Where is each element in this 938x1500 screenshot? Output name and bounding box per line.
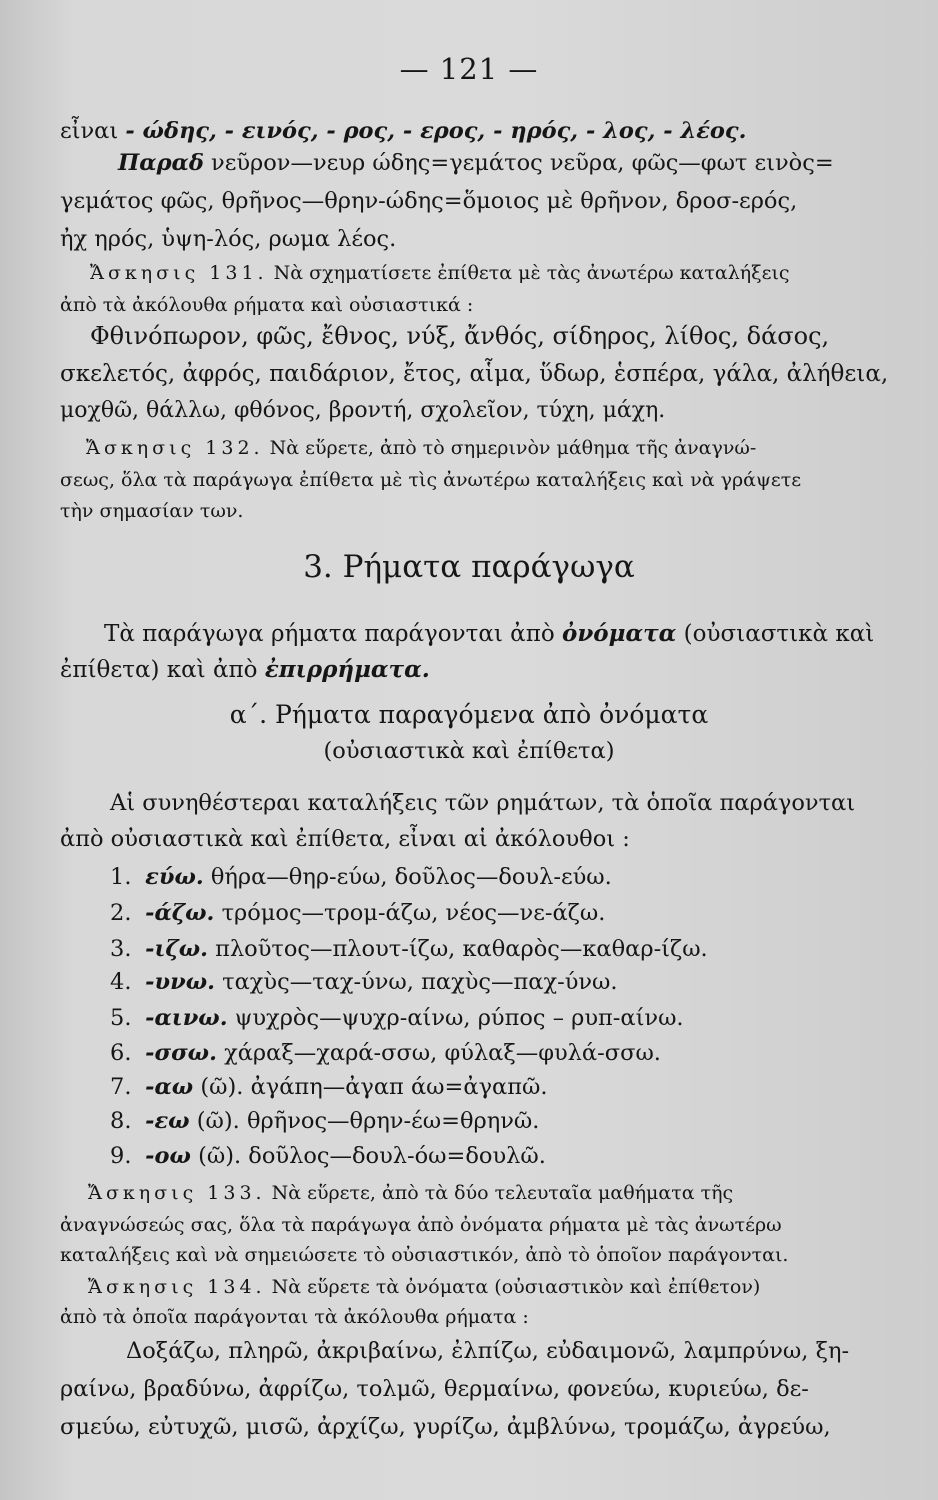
text-fragment: νεῦρον—νευρ ώδης=γεμάτος νεῦρα, φῶς—φωτ εινὸς=: [211, 150, 834, 176]
item-text: (ῶ). δοῦλος—δουλ-όω=δουλῶ.: [198, 1143, 546, 1169]
exercise-131-line-3: Φθινόπωρον, φῶς, ἔθνος, νύξ, ἄνθός, σίδηρος, λίθος, δάσος,: [90, 322, 830, 350]
example-label: Παραδ: [118, 150, 204, 176]
section-intro-line-1: [104, 620, 874, 647]
list-item: [110, 1108, 539, 1134]
text-fragment: Νὰ εὕρετε, ἀπὸ τὰ δύο τελευταῖα μαθήματα τῆς: [271, 1182, 734, 1204]
item-suffix: -οω: [145, 1143, 191, 1169]
exercise-label: Ἄσκησις 132.: [86, 437, 264, 459]
item-suffix: εύω.: [145, 864, 204, 890]
item-text: ψυχρὸς—ψυχρ-αίνω, ρύπος – ρυπ-αίνω.: [234, 1005, 684, 1031]
exercise-134-line-2: ἀπὸ τὰ ὁποῖα παράγονται τὰ ἀκόλουθα ρήματα :: [60, 1306, 529, 1328]
list-item: [110, 1040, 661, 1066]
item-number: 5.: [110, 1005, 132, 1031]
exercise-label: Ἄσκησις 131.: [90, 262, 268, 284]
item-number: 9.: [110, 1143, 132, 1169]
item-suffix: -εω: [145, 1108, 190, 1134]
exercise-134-line-3: Δοξάζω, πληρῶ, ἀκριβαίνω, ἐλπίζω, εὐδαιμονῶ, λαμπρύνω, ξη-: [126, 1338, 850, 1364]
exercise-131-line-2: ἀπὸ τὰ ἀκόλουθα ρήματα καὶ οὐσιαστικά :: [60, 294, 474, 316]
list-item: [110, 900, 605, 926]
exercise-label: Ἄσκησις 134.: [88, 1276, 266, 1298]
suffix-list: - ώδης, - εινός, - ρος, - ερος, - ηρός, - λος, - λέος.: [125, 118, 747, 144]
suffix-line-3: γεμάτος φῶς, θρῆνος—θρην-ώδης=ὅμοιος μὲ θρῆνον, δροσ-ερός,: [60, 188, 798, 214]
exercise-label: Ἄσκησις 133.: [88, 1182, 266, 1204]
suffix-line-4: ἠχ ηρός, ὑψη-λός, ρωμα λέος.: [60, 226, 397, 252]
suffix-line-1: [60, 118, 746, 144]
item-number: 7.: [110, 1074, 132, 1100]
list-item: [110, 936, 708, 962]
list-item: [110, 1143, 546, 1169]
item-number: 4.: [110, 969, 132, 995]
exercise-133-line-3: καταλήξεις καὶ νὰ σημειώσετε τὸ οὐσιαστικόν, ἀπὸ τὸ ὁποῖον παράγονται.: [60, 1244, 789, 1266]
endings-intro-line-2: ἀπὸ οὐσιαστικὰ καὶ ἐπίθετα, εἶναι αἱ ἀκόλουθοι :: [60, 826, 630, 852]
suffix-line-2: [118, 150, 834, 176]
emphasis: ἐπιρρήματα.: [264, 656, 430, 683]
text-fragment: Τὰ παράγωγα ρήματα παράγονται ἀπὸ: [104, 621, 555, 647]
item-number: 2.: [110, 900, 132, 926]
item-number: 6.: [110, 1040, 132, 1066]
exercise-134-line-1: [88, 1276, 760, 1298]
endings-intro-line-1: Αἱ συνηθέστεραι καταλήξεις τῶν ρημάτων, τὰ ὁποῖα παράγονται: [110, 790, 856, 816]
text-fragment: Νὰ εὕρετε, ἀπὸ τὸ σημερινὸν μάθημα τῆς ἀναγνώ-: [269, 437, 757, 459]
text-fragment: Νὰ εὕρετε τὰ ὀνόματα (οὐσιαστικὸν καὶ ἐπίθετον): [271, 1276, 761, 1298]
exercise-134-line-5: σμεύω, εὐτυχῶ, μισῶ, ἀρχίζω, γυρίζω, ἀμβλύνω, τρομάζω, ἀγρεύω,: [60, 1414, 831, 1440]
item-text: (ῶ). ἀγάπη—ἀγαπ άω=ἀγαπῶ.: [200, 1074, 548, 1100]
subsection-subtitle: (οὐσιαστικὰ καὶ ἐπίθετα): [323, 738, 615, 764]
text-fragment: ἐπίθετα) καὶ ἀπὸ: [60, 657, 258, 683]
exercise-132-line-1: [86, 437, 756, 459]
exercise-131-line-5: μοχθῶ, θάλλω, φθόνος, βροντή, σχολεῖον, τύχη, μάχη.: [60, 398, 666, 423]
item-suffix: -υνω.: [145, 969, 215, 995]
item-text: (ῶ). θρῆνος—θρην-έω=θρηνῶ.: [196, 1108, 540, 1134]
item-suffix: -αινω.: [145, 1005, 228, 1031]
exercise-131-line-4: σκελετός, ἀφρός, παιδάριον, ἔτος, αἷμα, ὕδωρ, ἑσπέρα, γάλα, ἀλήθεια,: [60, 361, 889, 387]
item-number: 8.: [110, 1108, 132, 1134]
subsection-title: α΄. Ρήματα παραγόμενα ἀπὸ ὀνόματα: [229, 700, 709, 729]
text-fragment: εἶναι: [60, 118, 119, 144]
item-suffix: -ιζω.: [145, 936, 208, 962]
text-fragment: Νὰ σχηματίσετε ἐπίθετα μὲ τὰς ἀνωτέρω καταλήξεις: [273, 262, 790, 284]
list-item: [110, 969, 618, 995]
item-text: ταχὺς—ταχ-ύνω, παχὺς—παχ-ύνω.: [222, 969, 618, 995]
text-fragment: (οὐσιαστικὰ καὶ: [683, 621, 875, 647]
exercise-134-line-4: ραίνω, βραδύνω, ἀφρίζω, τολμῶ, θερμαίνω, φονεύω, κυριεύω, δε-: [60, 1376, 809, 1402]
item-text: θήρα—θηρ-εύω, δοῦλος—δουλ-εύω.: [210, 864, 612, 890]
list-item: [110, 864, 612, 890]
page-number: — 121 —: [399, 52, 539, 86]
exercise-132-line-2: σεως, ὅλα τὰ παράγωγα ἐπίθετα μὲ τὶς ἀνωτέρω καταλήξεις καὶ νὰ γράψετε: [60, 469, 802, 491]
item-text: τρόμος—τρομ-άζω, νέος—νε-άζω.: [221, 900, 606, 926]
exercise-133-line-1: [88, 1182, 733, 1204]
section-intro-line-2: [60, 656, 430, 683]
exercise-131-line-1: [90, 262, 790, 284]
item-number: 1.: [110, 864, 132, 890]
list-item: [110, 1074, 548, 1100]
list-item: [110, 1005, 684, 1031]
item-text: χάραξ—χαρά-σσω, φύλαξ—φυλά-σσω.: [224, 1040, 661, 1066]
exercise-132-line-3: τὴν σημασίαν των.: [60, 500, 244, 522]
emphasis: ὀνόματα: [562, 620, 677, 647]
item-number: 3.: [110, 936, 132, 962]
item-suffix: -άζω.: [145, 900, 215, 926]
exercise-133-line-2: ἀναγνώσεώς σας, ὅλα τὰ παράγωγα ἀπὸ ὀνόματα ρήματα μὲ τὰς ἀνωτέρω: [60, 1214, 782, 1236]
section-title: 3. Ρήματα παράγωγα: [303, 549, 635, 585]
item-text: πλοῦτος—πλουτ-ίζω, καθαρὸς—καθαρ-ίζω.: [215, 936, 708, 962]
item-suffix: -σσω.: [145, 1040, 217, 1066]
item-suffix: -αω: [145, 1074, 194, 1100]
